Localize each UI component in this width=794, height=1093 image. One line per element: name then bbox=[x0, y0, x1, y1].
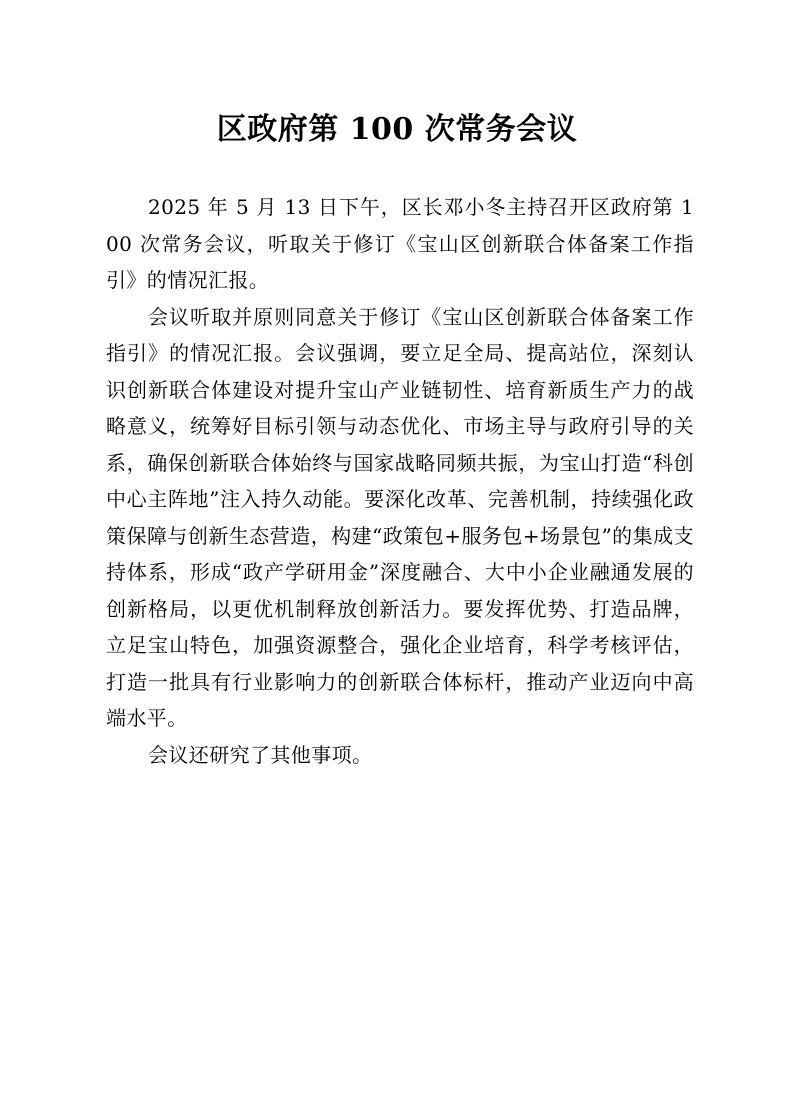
paragraph-other-matters: 会议还研究了其他事项。 bbox=[148, 742, 373, 767]
document-body bbox=[106, 189, 694, 773]
paragraph-meeting-content: 会议听取并原则同意关于修订《宝山区创新联合体备案工作指引》的情况汇报。会议强调，要立足全局、提高站位，深刻认识创新联合体建设对提升宝山产业链韧性、培育新质生产力的战略意义，统筹好目标引领与动态优化、市场主导与政府引导的关系，确保创新联合体始终与国家战略同频共振，为宝山打造“科创中心主阵地”注入持久动能。要深化改革、完善机制，持续强化政策保障与创新生态营造，构建“政策包+服务包+场景包”的集成支持体系，形成“政产学研用金”深度融合、大中小企业融通发展的创新格局，以更优机制释放创新活力。要发挥优势、打造品牌，立足宝山特色，加强资源整合，强化企业培育，科学考核评估，打造一批具有行业影响力的创新联合体标杆，推动产业迈向中高端水平。 bbox=[106, 304, 694, 730]
paragraph-meeting-intro: 2025 年 5 月 13 日下午，区长邓小冬主持召开区政府第 100 次常务会议，听取关于修订《宝山区创新联合体备案工作指引》的情况汇报。 bbox=[106, 195, 694, 292]
document-title: 区政府第 100 次常务会议 bbox=[216, 112, 578, 147]
